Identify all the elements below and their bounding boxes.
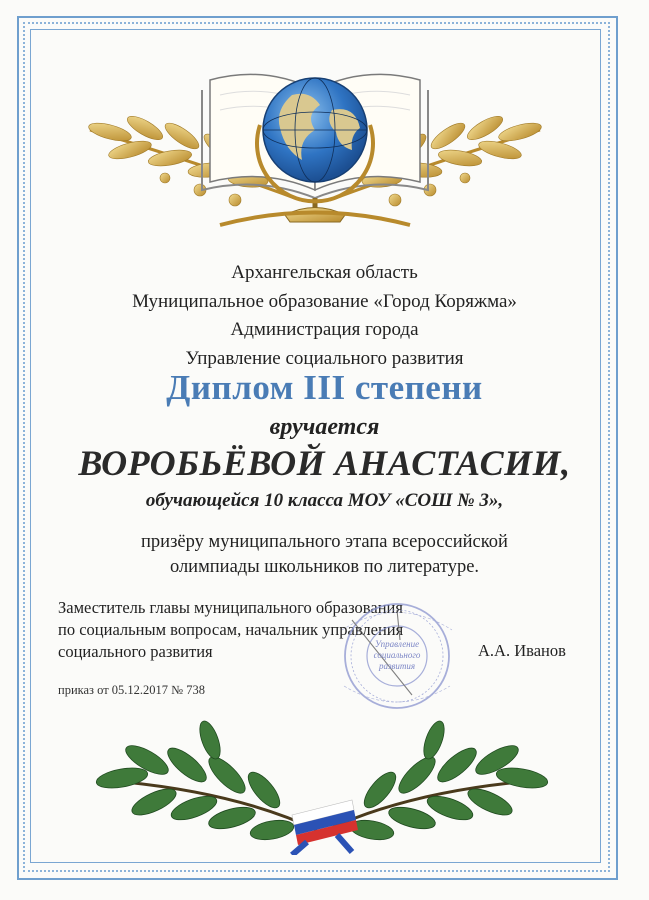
diploma-title: Диплом III степени bbox=[166, 368, 483, 407]
stamp-line-3: развития bbox=[378, 661, 416, 671]
signer-name: А.А. Иванов bbox=[478, 641, 566, 660]
department-line: Управление социального развития bbox=[185, 347, 464, 369]
reason-line-1: призёру муниципального этапа всероссийской bbox=[141, 532, 508, 552]
reason-line-2: олимпиады школьников по литературе. bbox=[169, 557, 480, 577]
issuer-header bbox=[0, 259, 649, 373]
awarded-label: вручается bbox=[269, 414, 380, 440]
laurel-ribbon-decoration bbox=[92, 720, 552, 855]
stamp-line-2: социального bbox=[373, 650, 421, 660]
region-line: Архангельская область bbox=[231, 262, 418, 283]
recipient-name: ВОРОБЬЁВОЙ АНАСТАСИИ, bbox=[78, 443, 571, 483]
award-reason bbox=[0, 530, 649, 580]
globe-book-emblem bbox=[70, 50, 560, 240]
leaf-branch-right bbox=[327, 720, 549, 843]
position-line-3: социального развития bbox=[58, 642, 213, 661]
stamp-line-1: Управление bbox=[374, 639, 420, 649]
official-stamp bbox=[322, 600, 472, 712]
tricolor-ribbon bbox=[292, 800, 358, 855]
administration-line: Администрация города bbox=[230, 319, 419, 340]
globe-icon bbox=[257, 78, 373, 222]
leaf-branch-left bbox=[95, 720, 317, 843]
position-line-2: по социальным вопросам, начальник управления bbox=[58, 620, 404, 639]
position-line-1: Заместитель главы муниципального образования bbox=[58, 598, 403, 617]
student-info: обучающейся 10 класса МОУ «СОШ № 3», bbox=[145, 490, 504, 511]
order-reference: приказ от 05.12.2017 № 738 bbox=[58, 683, 205, 697]
municipality-line: Муниципальное образование «Город Коряжма» bbox=[132, 290, 517, 312]
